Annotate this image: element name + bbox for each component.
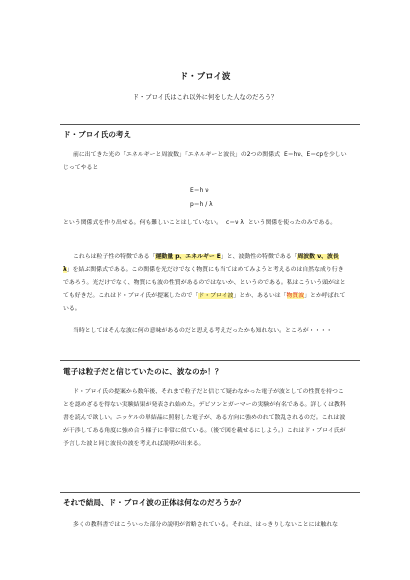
paragraph-textbooks: 多くの教科書ではこういった部分の説明が省略されている。それは、はっきりしないことには触れな: [73, 522, 339, 528]
equation-momentum: p＝h / λ: [190, 202, 213, 208]
formula-inline: c＝ν λ: [226, 220, 244, 226]
paragraph-particle-wave: [63, 251, 347, 316]
equation-energy: E＝h ν: [190, 188, 209, 194]
divider: [60, 492, 360, 493]
text: 」とか、あるいは「: [233, 293, 287, 299]
text: 」とか呼ばれている。: [63, 293, 346, 312]
keyword-frequency-wavelength: 周波数 ν、波長 λ: [63, 254, 339, 273]
keyword-matter-wave: 物質波: [286, 293, 305, 299]
divider: [60, 360, 360, 361]
relation-text: という関係式を作り出せる。何も難しいことはしていない。: [63, 220, 223, 226]
paragraph-experiment: ド・ブロイ氏の提案から数年後、それまで粒子だと信じて疑わなかった電子が波としての性質を持つことを認めざるを得ない実験結果が発表され始めた。デビソンとガーマーの実験が有名である。詳しくは教科書を読んで欲しい。ニッケルの単結晶に照射した電子が、ある方向に強めのれて散乱されるのだ。これは波が干渉してある角度に強め合う様子に非常に似ている。（後で図を載せるにしよう。）これはド・ブロイ氏が予言した波と同じ波長の波を考えれば説明が出来る。: [63, 389, 346, 447]
intro-text-end: を少しいじってやると: [63, 152, 347, 171]
relation-text-end: という関係を使ったのみである。: [247, 220, 337, 226]
page-title: ド・ブロイ波: [179, 72, 231, 82]
paragraph-relation: [63, 217, 347, 230]
text: 」と、波動性の特徴である「: [220, 254, 298, 260]
page-subtitle: ド・ブロイ氏はこれ以外に何をした人なのだろう？: [132, 94, 278, 101]
section-heading-true-nature: それで結局、ド・ブロイ波の正体は何なのだろうか？: [63, 498, 246, 507]
paragraph-intro: [63, 149, 347, 175]
text: 」を結ぶ関係式である。この関係を光だけでなく物質にも当てはめてみようと考えるのは自然な成り行きであろう。光だけでなく、物質にも波の性質があるのではないか、というのである。私はこういう頭がはとても好きだ。これはド・ブロイ氏が提案したので「: [63, 267, 346, 299]
keyword-momentum-energy: 運動量 p、エネルギー E: [155, 254, 221, 260]
intro-text: 前に出てきた光の「エネルギーと周波数」「エネルギーと波長」の2つの関係式: [73, 152, 280, 158]
text: これらは粒子性の特徴である「: [73, 254, 156, 260]
keyword-debroglie-wave: ド・ブロイ波: [198, 293, 234, 299]
section-heading-debroglie-idea: ド・ブロイ氏の考え: [63, 130, 132, 139]
paragraph-however: 当時としてはそんな波に何の意味があるのだと思える考えだったかも知れない。ところが・・・・: [73, 328, 333, 334]
divider: [60, 124, 360, 125]
section-heading-electron-wave: 電子は粒子だと信じていたのに、波なのか！？: [63, 367, 223, 376]
formula-inline: E＝hν、E＝cp: [283, 152, 324, 158]
